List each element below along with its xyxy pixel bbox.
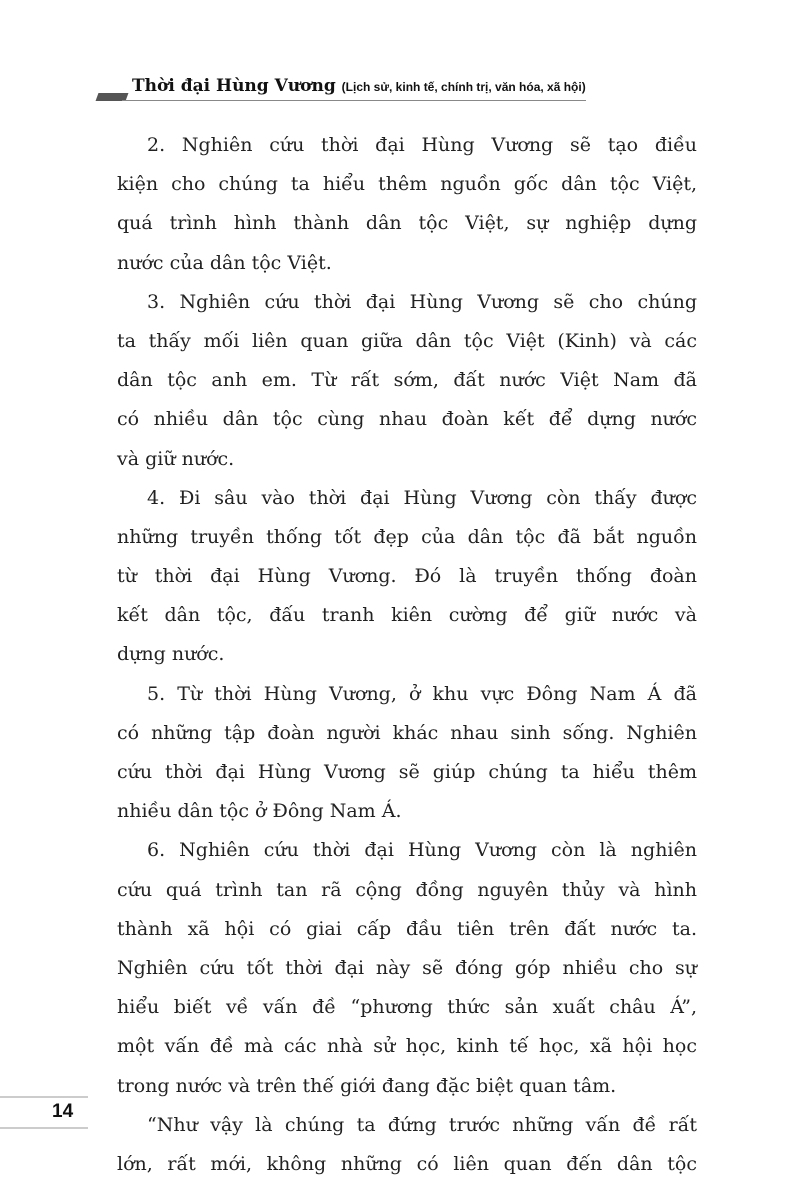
text-line: thành xã hội có giai cấp đầu tiên trên đất nước ta. — [117, 917, 697, 940]
text-line: quá trình hình thành dân tộc Việt, sự nghiệp dựng — [117, 212, 697, 235]
paragraph — [117, 479, 697, 675]
paragraph — [117, 675, 697, 832]
text-line: 5. Từ thời Hùng Vương, ở khu vực Đông Nam Á đã — [147, 682, 697, 705]
text-line: nước của dân tộc Việt. — [117, 251, 332, 274]
text-line: 2. Nghiên cứu thời đại Hùng Vương sẽ tạo điều — [147, 134, 697, 156]
text-line: 6. Nghiên cứu thời đại Hùng Vương còn là nghiên — [147, 839, 697, 862]
text-line: nhiều dân tộc ở Đông Nam Á. — [117, 800, 402, 823]
text-line: Nghiên cứu tốt thời đại này sẽ đóng góp nhiều cho sự — [117, 956, 697, 979]
text-line: có nhiều dân tộc cùng nhau đoàn kết để dựng nước — [117, 408, 697, 431]
paragraph — [117, 1106, 697, 1184]
header-rule — [122, 100, 586, 101]
text-line: lớn, rất mới, không những có liên quan đến dân tộc — [117, 1152, 697, 1175]
page-number: 14 — [52, 1101, 74, 1122]
text-line: 4. Đi sâu vào thời đại Hùng Vương còn thấy được — [147, 486, 697, 509]
text-line: “Như vậy là chúng ta đứng trước những vấn đề rất — [147, 1113, 697, 1136]
paragraph — [117, 126, 697, 283]
text-line: kết dân tộc, đấu tranh kiên cường để giữ nước và — [117, 604, 697, 627]
text-line: từ thời đại Hùng Vương. Đó là truyền thống đoàn — [117, 565, 697, 588]
text-line: cứu quá trình tan rã cộng đồng nguyên thủy và hình — [117, 878, 697, 901]
text-line: kiện cho chúng ta hiểu thêm nguồn gốc dân tộc Việt, — [117, 173, 697, 196]
text-line: và giữ nước. — [117, 447, 235, 470]
text-line: cứu thời đại Hùng Vương sẽ giúp chúng ta hiểu thêm — [117, 761, 697, 783]
page-number-rule-bottom — [0, 1127, 88, 1129]
paragraph — [117, 283, 697, 479]
text-line: có những tập đoàn người khác nhau sinh sống. Nghiên — [117, 721, 697, 744]
paragraph — [117, 831, 697, 1105]
header-subtitle: (Lịch sử, kinh tế, chính trị, văn hóa, xã hội) — [341, 80, 586, 94]
text-line: hiểu biết về vấn đề “phương thức sản xuất châu Á”, — [117, 996, 697, 1019]
text-line: những truyền thống tốt đẹp của dân tộc đã bắt nguồn — [117, 525, 697, 548]
body-text — [117, 126, 697, 1184]
text-line: dựng nước. — [117, 643, 225, 666]
text-line: 3. Nghiên cứu thời đại Hùng Vương sẽ cho chúng — [147, 290, 697, 313]
book-title — [132, 76, 586, 96]
text-line: một vấn đề mà các nhà sử học, kinh tế học, xã hội học — [117, 1035, 697, 1058]
text-line: ta thấy mối liên quan giữa dân tộc Việt (Kinh) và các — [117, 329, 697, 352]
page-number-rule-top — [0, 1096, 88, 1098]
text-line: trong nước và trên thế giới đang đặc biệt quan tâm. — [117, 1074, 617, 1097]
text-line: dân tộc anh em. Từ rất sớm, đất nước Việt Nam đã — [117, 369, 697, 392]
header-title: Thời đại Hùng Vương — [132, 76, 336, 96]
